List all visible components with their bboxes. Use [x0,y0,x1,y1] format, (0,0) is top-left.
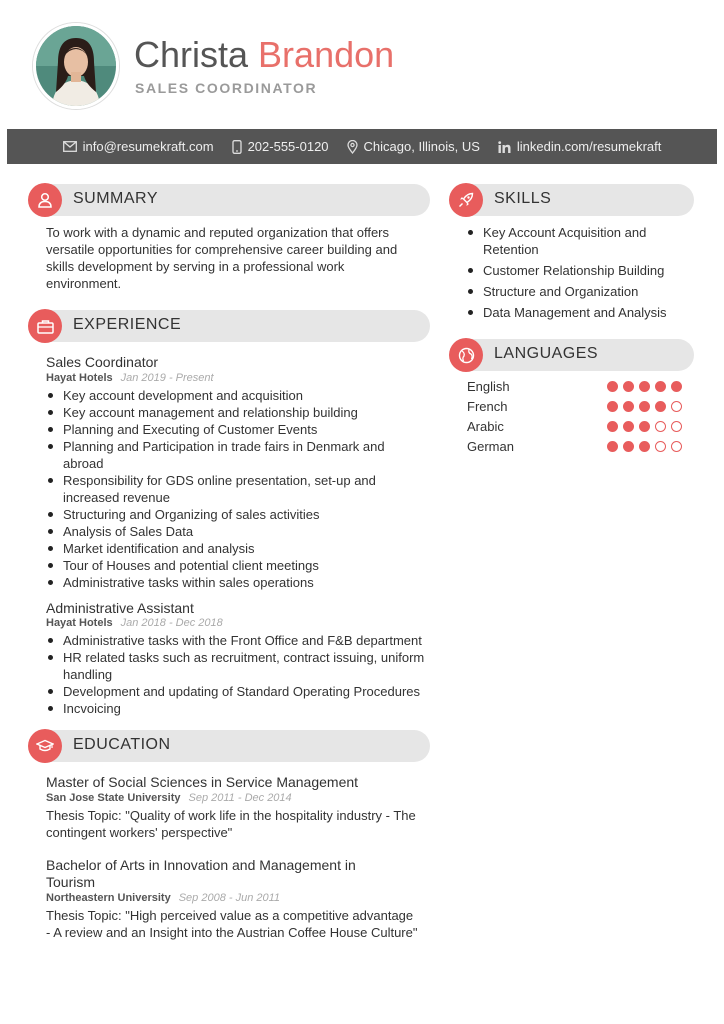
rating-dot-filled [607,401,618,412]
email-text: info@resumekraft.com [82,139,214,154]
list-item: Tour of Houses and potential client meetings [46,557,426,574]
phone-icon [232,140,242,154]
rating-dot-filled [607,441,618,452]
experience-header [30,310,430,342]
contact-bar [7,129,717,164]
rocket-icon [458,192,474,208]
first-name: Christa [134,34,249,75]
job-meta [46,372,214,384]
list-item: Customer Relationship Building [466,262,691,279]
rating-dot-empty [671,401,682,412]
education-meta [46,892,280,904]
experience-title: EXPERIENCE [73,316,182,333]
job-title: Sales Coordinator [46,354,159,370]
rating-dot-empty [655,421,666,432]
rating-dot-empty [671,441,682,452]
summary-badge [28,183,62,217]
job-duties-list [46,632,426,717]
envelope-icon [63,141,77,152]
language-rating [607,421,682,432]
rating-dot-filled [623,401,634,412]
linkedin-icon [498,141,511,153]
language-rating [607,401,682,412]
thesis-text: Thesis Topic: "Quality of work life in the hospitality industry - The contingent workers' perspective" [46,808,416,840]
languages-badge [449,338,483,372]
profile-photo [33,23,119,109]
list-item: Administrative tasks with the Front Office and F&B department [46,632,426,649]
languages-title: LANGUAGES [494,345,599,362]
rating-dot-filled [639,401,650,412]
list-item: Analysis of Sales Data [46,523,426,540]
list-item: Administrative tasks within sales operations [46,574,426,591]
briefcase-icon [37,319,54,334]
rating-dot-filled [623,381,634,392]
rating-dot-empty [671,421,682,432]
school-name: Northeastern University [46,892,171,904]
skills-badge [449,183,483,217]
rating-dot-empty [655,441,666,452]
language-rating [607,381,682,392]
rating-dot-filled [671,381,682,392]
contact-phone[interactable] [232,139,329,154]
summary-title: SUMMARY [73,190,158,207]
job-meta [46,617,223,629]
degree-title: Master of Social Sciences in Service Management [46,774,359,790]
thesis-text: Thesis Topic: "High perceived value as a competitive advantage - A review and an Insight into the Austrian Coffee House Culture" [46,908,418,940]
last-name: Brandon [258,34,395,75]
rating-dot-filled [655,381,666,392]
language-rating [607,441,682,452]
education-title: EDUCATION [73,736,171,753]
language-name: Arabic [467,418,504,434]
language-row [467,377,682,395]
location-text: Chicago, Illinois, US [363,139,480,154]
contact-linkedin[interactable] [498,139,662,154]
languages-header [451,339,694,371]
summary-header [30,184,430,216]
rating-dot-filled [607,381,618,392]
skills-header [451,184,694,216]
candidate-name [134,34,394,76]
portrait-image [36,26,116,106]
graduation-cap-icon [36,739,54,753]
contact-location [347,139,480,154]
list-item: Planning and Executing of Customer Events [46,421,426,438]
list-item: Responsibility for GDS online presentation, set-up and increased revenue [46,472,426,506]
rating-dot-filled [639,421,650,432]
job-dates: Jan 2019 - Present [120,372,214,384]
language-name: French [467,398,508,414]
language-row [467,437,682,455]
education-header [30,730,430,762]
rating-dot-filled [639,381,650,392]
globe-icon [458,347,475,364]
list-item: Incvoicing [46,700,426,717]
list-item: Key Account Acquisition and Retention [466,224,691,258]
company-name: Hayat Hotels [46,372,113,384]
skills-list [466,224,691,325]
list-item: Key account development and acquisition [46,387,426,404]
rating-dot-filled [655,401,666,412]
education-badge [28,729,62,763]
education-dates: Sep 2011 - Dec 2014 [188,792,292,804]
job-role: SALES COORDINATOR [135,80,318,96]
education-meta [46,792,292,804]
list-item: Development and updating of Standard Operating Procedures [46,683,426,700]
school-name: San Jose State University [46,792,181,804]
linkedin-text: linkedin.com/resumekraft [516,139,662,154]
rating-dot-filled [623,441,634,452]
language-name: English [467,378,510,394]
list-item: Market identification and analysis [46,540,426,557]
job-dates: Jan 2018 - Dec 2018 [120,617,223,629]
job-duties-list [46,387,426,591]
list-item: Structuring and Organizing of sales activities [46,506,426,523]
list-item: HR related tasks such as recruitment, contract issuing, uniform handling [46,649,426,683]
list-item: Structure and Organization [466,283,691,300]
map-pin-icon [347,140,358,154]
summary-text: To work with a dynamic and reputed organization that offers versatile opportunities for comprehensive career building and skills development by serving in a professional work environment. [46,225,398,291]
list-item: Data Management and Analysis [466,304,691,321]
rating-dot-filled [607,421,618,432]
phone-text: 202-555-0120 [247,139,329,154]
language-row [467,417,682,435]
user-icon [37,192,53,208]
language-row [467,397,682,415]
list-item: Planning and Participation in trade fairs in Denmark and abroad [46,438,426,472]
list-item: Key account management and relationship building [46,404,426,421]
company-name: Hayat Hotels [46,617,113,629]
education-dates: Sep 2008 - Jun 2011 [178,892,281,904]
skills-title: SKILLS [494,190,552,207]
job-title: Administrative Assistant [46,600,194,616]
contact-email[interactable] [63,139,214,154]
language-name: German [467,438,514,454]
experience-badge [28,309,62,343]
rating-dot-filled [639,441,650,452]
degree-title: Bachelor of Arts in Innovation and Management in Tourism [46,857,356,890]
rating-dot-filled [623,421,634,432]
